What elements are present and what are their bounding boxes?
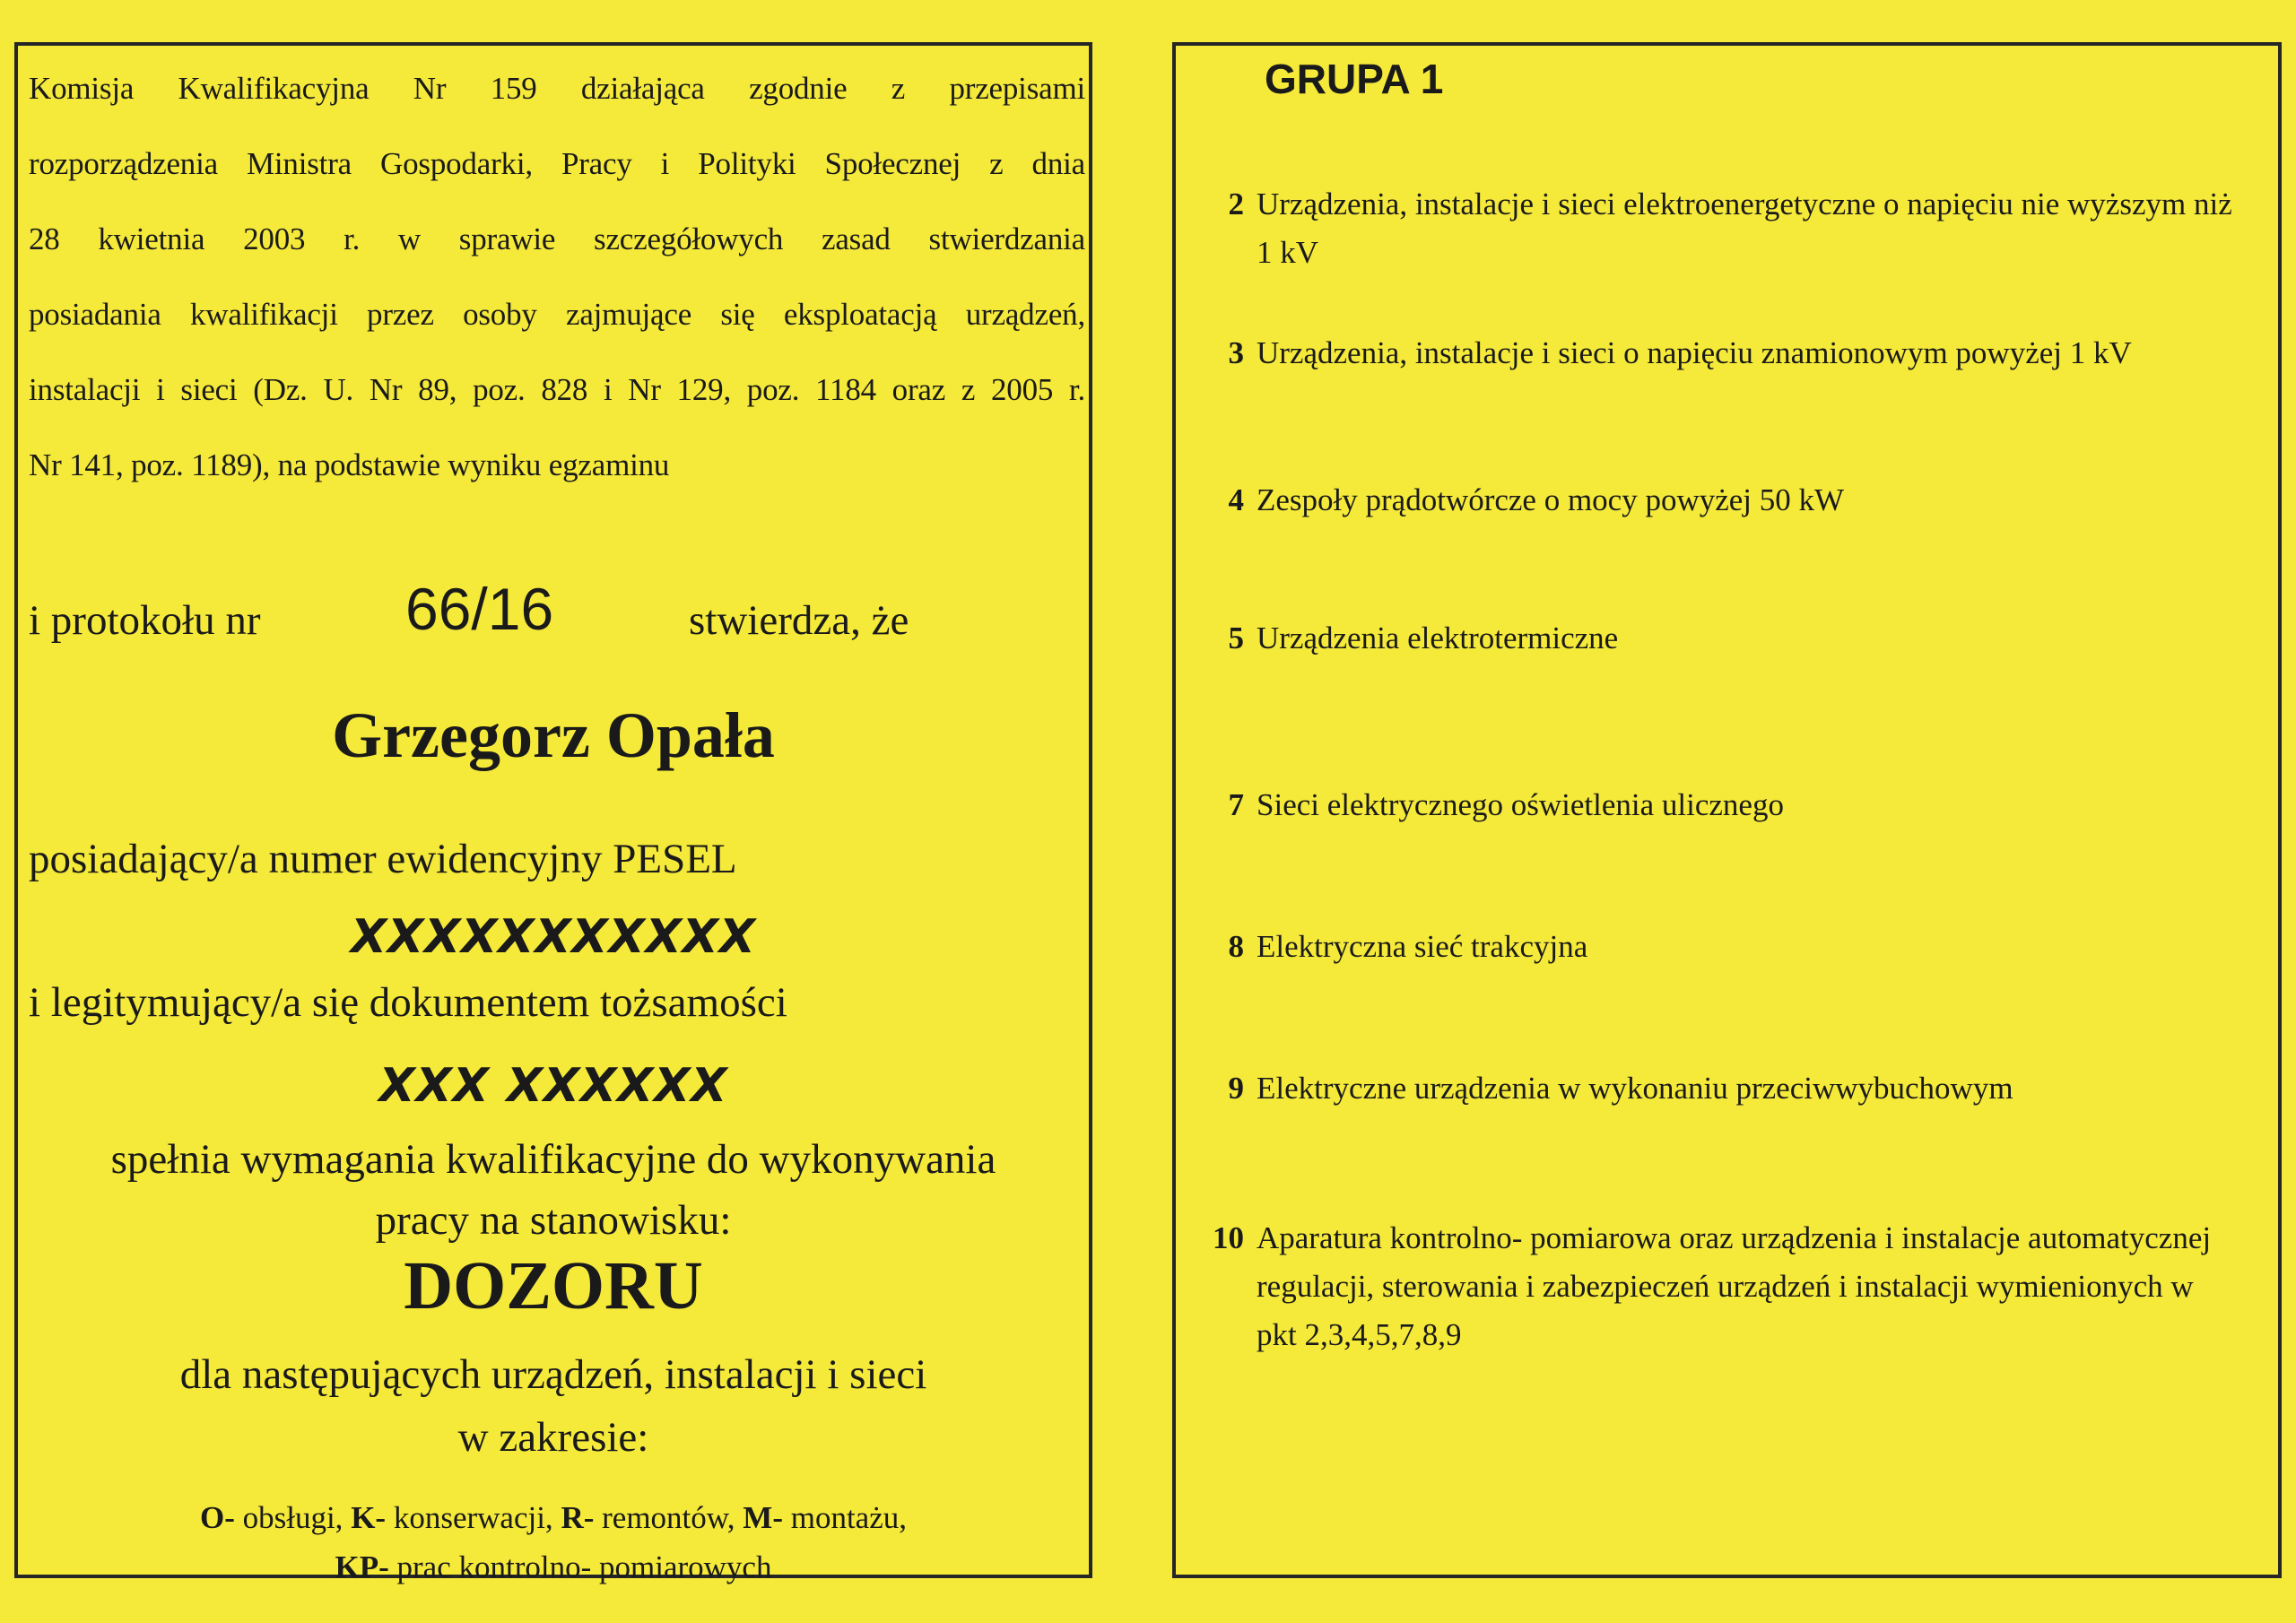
scope-line: w zakresie: xyxy=(457,1414,649,1461)
item-text: Elektryczna sieć trakcyjna xyxy=(1257,929,1588,964)
legend-key-m: M- xyxy=(743,1500,783,1535)
legend-text-kp: prac kontrolno- pomiarowych xyxy=(388,1549,772,1584)
protocol-row xyxy=(29,575,1085,655)
item-number: 8 xyxy=(1228,929,1244,964)
intro-line: 28 kwietnia 2003 r. w sprawie szczegółowych zasad stwierdzania xyxy=(29,221,1085,256)
item-number: 3 xyxy=(1228,335,1244,370)
legend-text-k: konserwacji, xyxy=(386,1500,561,1535)
item-number: 9 xyxy=(1228,1071,1244,1106)
pesel-label: posiadający/a numer ewidencyjny PESEL xyxy=(29,836,737,882)
item-number: 10 xyxy=(1213,1220,1244,1255)
id-document-value: XXX XXXXXX xyxy=(378,1059,728,1113)
item-text: Elektryczne urządzenia w wykonaniu przeciwwybuchowym xyxy=(1257,1071,2013,1106)
intro-line: Nr 141, poz. 1189), na podstawie wyniku egzaminu xyxy=(29,447,670,482)
item-number: 5 xyxy=(1228,621,1244,655)
id-document-label: i legitymujący/a się dokumentem tożsamości xyxy=(29,979,787,1026)
states-label: stwierdza, że xyxy=(689,597,909,644)
intro-line: rozporządzenia Ministra Gospodarki, Pracy i Polityki Społecznej z dnia xyxy=(29,146,1085,181)
intro-line: Komisja Kwalifikacyjna Nr 159 działająca zgodnie z przepisami xyxy=(29,71,1085,106)
requirement-line: pracy na stanowisku: xyxy=(375,1197,732,1244)
item-number: 2 xyxy=(1228,187,1244,221)
legend-text-m: montażu, xyxy=(782,1500,908,1535)
item-text: Zespoły prądotwórcze o mocy powyżej 50 kW xyxy=(1257,482,1845,517)
item-text: Urządzenia, instalacje i sieci elektroenergetyczne o napięciu nie wyższym niż 1 kV xyxy=(1257,187,2232,270)
legend-key-k: K- xyxy=(351,1500,387,1535)
person-name: Grzegorz Opała xyxy=(332,699,775,771)
intro-line: posiadania kwalifikacji przez osoby zajmujące się eksploatacją urządzeń, xyxy=(29,297,1085,332)
item-text: Urządzenia, instalacje i sieci o napięciu znamionowym powyżej 1 kV xyxy=(1257,335,2132,370)
item-number: 7 xyxy=(1228,787,1244,822)
scope-legend-line xyxy=(18,1500,1089,1536)
certificate-left-panel xyxy=(14,42,1092,1584)
pesel-value: XXXXXXXXXXX xyxy=(350,910,756,964)
scope-line: dla następujących urządzeń, instalacji i sieci xyxy=(179,1351,927,1398)
scope-legend-line xyxy=(18,1549,1089,1585)
item-text: Sieci elektrycznego oświetlenia ulicznego xyxy=(1257,787,1784,822)
requirement-line: spełnia wymagania kwalifikacyjne do wykonywania xyxy=(110,1136,996,1183)
intro-line: instalacji i sieci (Dz. U. Nr 89, poz. 828 i Nr 129, poz. 1184 oraz z 2005 r. xyxy=(29,372,1085,407)
item-text: Aparatura kontrolno- pomiarowa oraz urządzenia i instalacje automatycznej regulacji, sterowania i zabezpieczeń urządzeń i instalacji wymienionych w pkt 2,3,4,5,7,8,9 xyxy=(1257,1220,2212,1352)
protocol-label: i protokołu nr xyxy=(29,597,261,644)
group-title: GRUPA 1 xyxy=(1265,56,1444,102)
legend-text-r: remontów, xyxy=(594,1500,744,1535)
legend-key-o: O- xyxy=(199,1500,235,1535)
item-number: 4 xyxy=(1228,482,1244,517)
legend-text-o: obsługi, xyxy=(234,1500,352,1535)
item-text: Urządzenia elektrotermiczne xyxy=(1257,621,1619,655)
legend-key-kp: KP- xyxy=(335,1549,389,1584)
certificate-right-panel xyxy=(1172,42,2282,1578)
legend-key-r: R- xyxy=(561,1500,595,1535)
position-title: DOZORU xyxy=(404,1248,703,1324)
intro-text xyxy=(29,51,1085,503)
protocol-number: 66/16 xyxy=(405,576,554,642)
